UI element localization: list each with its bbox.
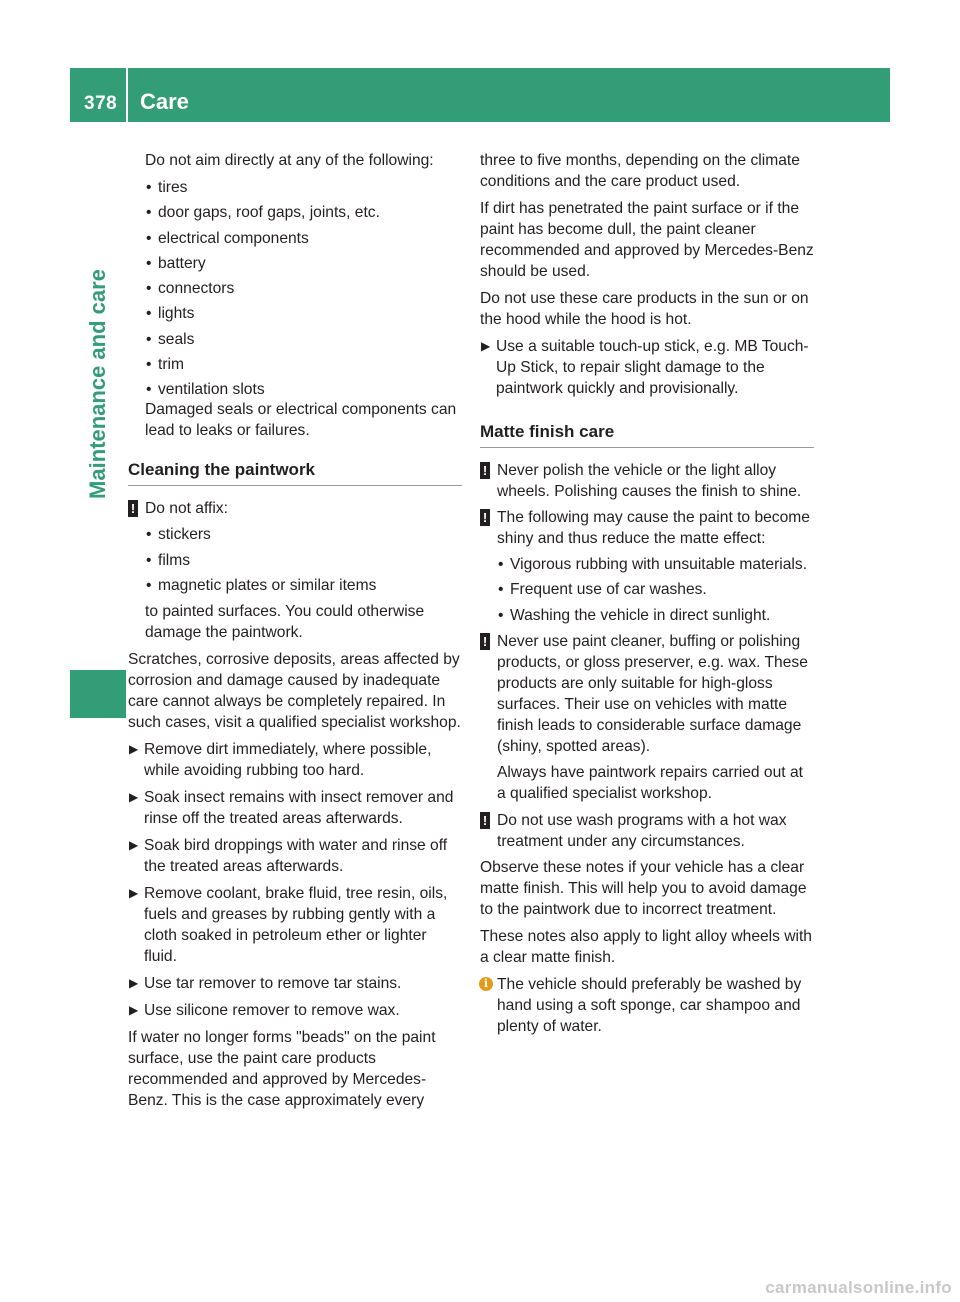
warning-wax: [480, 810, 814, 852]
warning-text: Do not affix:: [145, 500, 228, 518]
step-item: [128, 739, 462, 781]
list-item: • Frequent use of car washes.: [497, 579, 814, 600]
side-tab-label: Maintenance and care: [85, 269, 110, 499]
page-number: 378: [84, 93, 118, 114]
aim-list: [128, 177, 462, 400]
arrow-icon: ▶: [129, 789, 139, 804]
list-item: • Washing the vehicle in direct sunlight.: [497, 605, 814, 626]
list-item: • tires: [145, 177, 462, 198]
observe-text: Observe these notes if your vehicle has a clear matte finish. This will help you to avoid damage to the paintwork due to incorrect treatment.: [480, 858, 807, 918]
side-tab: [70, 124, 126, 1282]
warning-icon: !: [128, 500, 138, 517]
info-text: The vehicle should preferably be washed by hand using a soft sponge, car shampoo and plenty of water.: [497, 975, 802, 1035]
arrow-icon: ▶: [129, 975, 139, 990]
side-tab-band: [70, 124, 126, 644]
warning-icon: !: [480, 462, 490, 479]
section-title: Care: [140, 89, 189, 114]
heading-matte-finish-care: Matte finish care: [480, 421, 814, 448]
warning-affix: [128, 498, 462, 519]
list-item: • lights: [145, 303, 462, 324]
step-text: Soak insect remains with insect remover and rinse off the treated areas afterwards.: [144, 788, 454, 827]
warning-text: The following may cause the paint to become shiny and thus reduce the matte effect:: [497, 509, 810, 547]
arrow-icon: ▶: [481, 339, 491, 353]
intro-text: Do not aim directly at any of the following:: [145, 152, 434, 169]
list-item: • ventilation slots: [145, 379, 462, 400]
warning-shiny: [480, 507, 814, 549]
warning-text: Never polish the vehicle or the light alloy wheels. Polishing causes the finish to shine.: [497, 462, 802, 500]
dirt-text: If dirt has penetrated the paint surface or if the paint has become dull, the paint cleaner recommended and approved by Mercedes-Benz should be used.: [480, 200, 814, 280]
step-text: Remove coolant, brake fluid, tree resin, oils, fuels and greases by rubbing gently with a cloth soaked in petroleum ether or lighter fluid.: [144, 884, 448, 965]
left-column: [128, 150, 462, 1117]
repairs-text: Always have paintwork repairs carried out at a qualified specialist workshop.: [497, 763, 803, 802]
step-text: Soak bird droppings with water and rinse off the treated areas afterwards.: [144, 836, 448, 875]
list-item: • door gaps, roof gaps, joints, etc.: [145, 202, 462, 223]
arrow-icon: ▶: [129, 885, 139, 900]
step-item: [128, 835, 462, 877]
info-wash: [480, 974, 814, 1037]
step-item: [128, 973, 462, 994]
list-item: • connectors: [145, 278, 462, 299]
arrow-icon: ▶: [129, 837, 139, 852]
warning-polish: [480, 460, 814, 502]
step-text: Remove dirt immediately, where possible, while avoiding rubbing too hard.: [144, 740, 432, 779]
list-item: • battery: [145, 253, 462, 274]
right-column: [480, 150, 814, 1043]
step-item: [128, 1000, 462, 1021]
affix-list: [128, 524, 462, 596]
warning-text: Do not use wash programs with a hot wax treatment under any circumstances.: [497, 811, 787, 850]
affix-tail: to painted surfaces. You could otherwise damage the paintwork.: [145, 602, 425, 641]
list-item: • stickers: [145, 524, 462, 545]
scratches-text: Scratches, corrosive deposits, areas affected by corrosion and damage caused by inadequate care cannot always be completely repaired. In such cases, visit a qualified specialist workshop.: [128, 650, 461, 731]
list-item: • seals: [145, 329, 462, 350]
step-item: [128, 883, 462, 967]
warning-icon: !: [480, 509, 490, 526]
footer-watermark: carmanualsonline.info: [765, 1278, 952, 1297]
damage-note: Damaged seals or electrical components can lead to leaks or failures.: [145, 401, 457, 440]
sun-text: Do not use these care products in the sun or on the hood while the hood is hot.: [480, 290, 809, 328]
warning-text: Never use paint cleaner, buffing or polishing products, or gloss preserver, e.g. wax. These products are only suitable for high-gloss surfaces. Their use on vehicles with matte finish leads to considerable surface damage (shiny, spotted areas).: [497, 632, 808, 755]
step-text: Use a suitable touch-up stick, e.g. MB Touch-Up Stick, to repair slight damage to the paintwork quickly and provisionally.: [496, 338, 809, 397]
section-title-box: [128, 68, 890, 122]
step-text: Use silicone remover to remove wax.: [144, 1001, 400, 1019]
shiny-list: [480, 554, 814, 626]
page-header: [70, 68, 890, 122]
warning-cleaner: [480, 631, 814, 757]
list-item: • trim: [145, 354, 462, 375]
step-item: [128, 787, 462, 829]
warning-icon: !: [480, 812, 490, 829]
page-number-box: [70, 68, 126, 122]
info-icon: i: [479, 977, 493, 991]
list-item: • magnetic plates or similar items: [145, 575, 462, 596]
alloy-text: These notes also apply to light alloy wheels with a clear matte finish.: [480, 927, 812, 966]
beads-text: If water no longer forms "beads" on the paint surface, use the paint care products recommended and approved by Mercedes-Benz. This is the case approximately every: [128, 1028, 436, 1109]
side-tab-marker: [70, 670, 126, 718]
list-item: • electrical components: [145, 228, 462, 249]
heading-cleaning-paintwork: Cleaning the paintwork: [128, 459, 462, 486]
arrow-icon: ▶: [129, 741, 139, 756]
continuation-text: three to five months, depending on the climate conditions and the care product used.: [480, 152, 800, 190]
step-text: Use tar remover to remove tar stains.: [144, 974, 402, 992]
arrow-icon: ▶: [129, 1002, 139, 1017]
list-item: • films: [145, 550, 462, 571]
step-item: [480, 336, 814, 399]
list-item: • Vigorous rubbing with unsuitable materials.: [497, 554, 814, 575]
warning-icon: !: [480, 633, 490, 650]
